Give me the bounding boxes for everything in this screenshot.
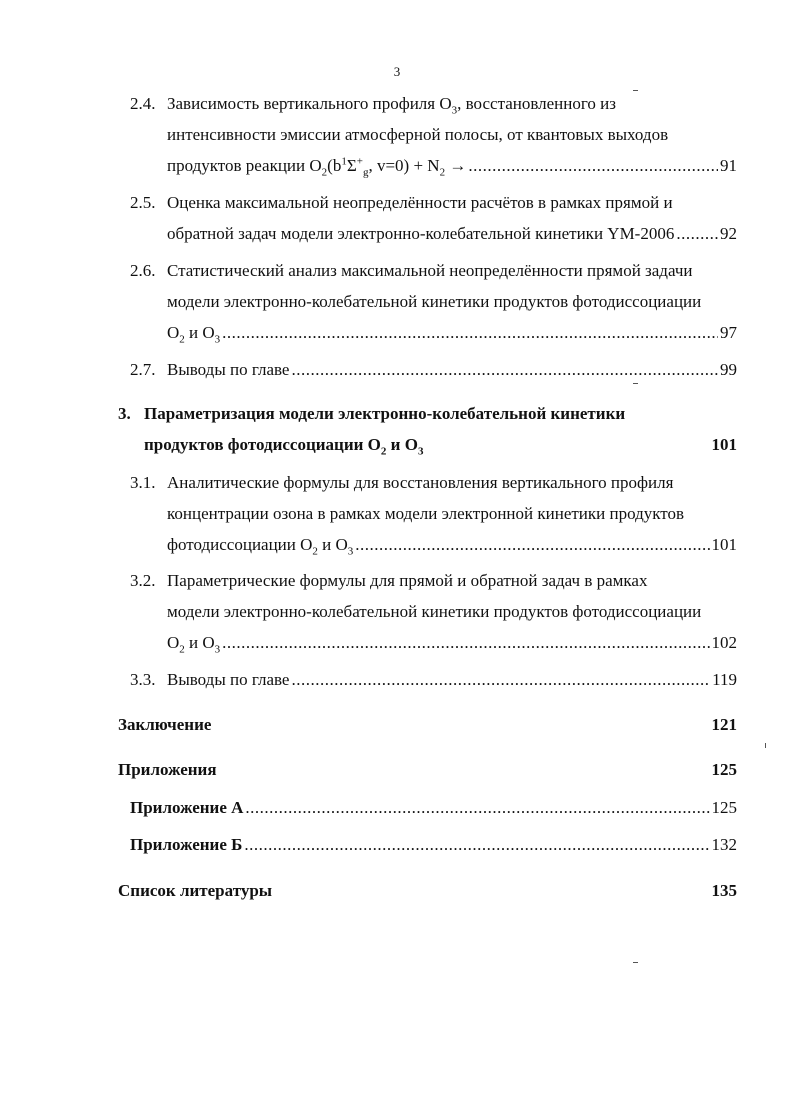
page-ref: 121: [711, 715, 737, 734]
scan-speck: [765, 743, 766, 748]
toc-line: продуктов реакции $O_2(b^1\Sigma^+_g$, $v=0) + N_2$ → ..... 91: [167, 150, 737, 181]
toc-line: модели электронно-колебательной кинетики продуктов фотодиссоциации: [167, 602, 702, 621]
toc-line: Параметризация модели электронно-колебательной кинетики: [144, 404, 626, 423]
section-number: 3.3.: [130, 670, 156, 689]
dot-leader: [355, 529, 709, 560]
toc-entry-2-7[interactable]: [130, 354, 737, 385]
toc-entry-2-4[interactable]: [130, 88, 737, 181]
toc-line: обратной задач модели электронно-колебательной кинетики YM-2006 ..... 92: [167, 218, 737, 249]
section-number: 2.5.: [130, 193, 156, 212]
section-number: 2.4.: [130, 94, 156, 113]
toc-chapter-3[interactable]: [118, 398, 737, 460]
toc-conclusion[interactable]: [118, 709, 737, 740]
toc-line: Зависимость вертикального профиля $O_3$, восстановленного из: [167, 94, 616, 117]
toc-line: модели электронно-колебательной кинетики продуктов фотодиссоциации: [167, 292, 702, 311]
page-ref: 99: [720, 360, 737, 379]
toc-line: продуктов фотодиссоциации $O_2$ и $O_3$ 101: [144, 429, 737, 460]
page-ref: 91: [720, 156, 737, 175]
page-ref: 97: [720, 323, 737, 342]
dot-leader: [468, 150, 718, 181]
conclusion-label: Заключение: [118, 715, 212, 734]
page-ref: 101: [711, 435, 737, 454]
page-ref: 132: [711, 835, 737, 854]
toc-references[interactable]: [118, 875, 737, 906]
dot-leader: [222, 317, 718, 348]
toc-line: Параметрические формулы для прямой и обратной задач в рамках: [167, 571, 648, 590]
toc-entry-3-2[interactable]: [130, 565, 737, 658]
toc-entry-3-1[interactable]: [130, 467, 737, 560]
dot-leader: [291, 354, 718, 385]
toc-line: Выводы по главе ..... 99: [167, 354, 737, 385]
toc-line: фотодиссоциации $O_2$ и $O_3$ ..... 101: [167, 529, 737, 560]
toc-appendix-a[interactable]: [130, 792, 737, 823]
dot-leader: [222, 627, 709, 658]
toc-line: интенсивности эмиссии атмосферной полосы, от квантовых выходов: [167, 125, 669, 144]
chapter-number: 3.: [118, 404, 131, 423]
toc-entry-2-6[interactable]: [130, 255, 737, 348]
dot-leader: [676, 218, 718, 249]
toc-line: $O_2$ и $O_3$ ..... 102: [167, 627, 737, 658]
page-number: 3: [393, 64, 401, 79]
toc-appendix-b[interactable]: [130, 829, 737, 860]
toc-line: концентрации озона в рамках модели электронной кинетики продуктов: [167, 504, 685, 523]
appendix-label: Приложение Б: [130, 835, 243, 854]
section-number: 3.2.: [130, 571, 156, 590]
toc-line: Аналитические формулы для восстановления вертикального профиля: [167, 473, 674, 492]
dot-leader: [291, 664, 710, 695]
toc-entry-3-3[interactable]: [130, 664, 737, 695]
page-ref: 119: [712, 670, 737, 689]
section-number: 2.6.: [130, 261, 156, 280]
page-ref: 125: [711, 760, 737, 779]
toc-entry-2-5[interactable]: [130, 187, 737, 249]
scan-speck: [633, 383, 638, 384]
page-ref: 135: [711, 881, 737, 900]
section-number: 2.7.: [130, 360, 156, 379]
page-ref: 125: [711, 798, 737, 817]
dot-leader: [244, 829, 709, 860]
page-ref: 101: [711, 535, 737, 554]
appendices-label: Приложения: [118, 760, 217, 779]
toc-line: $O_2$ и $O_3$ ..... 97: [167, 317, 737, 348]
appendix-label: Приложение А: [130, 798, 244, 817]
toc-appendices[interactable]: [118, 754, 737, 785]
scan-speck: [633, 90, 638, 91]
toc-line: Оценка максимальной неопределённости расчётов в рамках прямой и: [167, 193, 673, 212]
section-number: 3.1.: [130, 473, 156, 492]
dot-leader: [245, 792, 709, 823]
toc-line: Статистический анализ максимальной неопределённости прямой задачи: [167, 261, 693, 280]
toc-line: Выводы по главе ..... 119: [167, 664, 737, 695]
page-ref: 92: [720, 224, 737, 243]
scan-speck: [633, 962, 638, 963]
references-label: Список литературы: [118, 881, 273, 900]
page-ref: 102: [711, 633, 737, 652]
